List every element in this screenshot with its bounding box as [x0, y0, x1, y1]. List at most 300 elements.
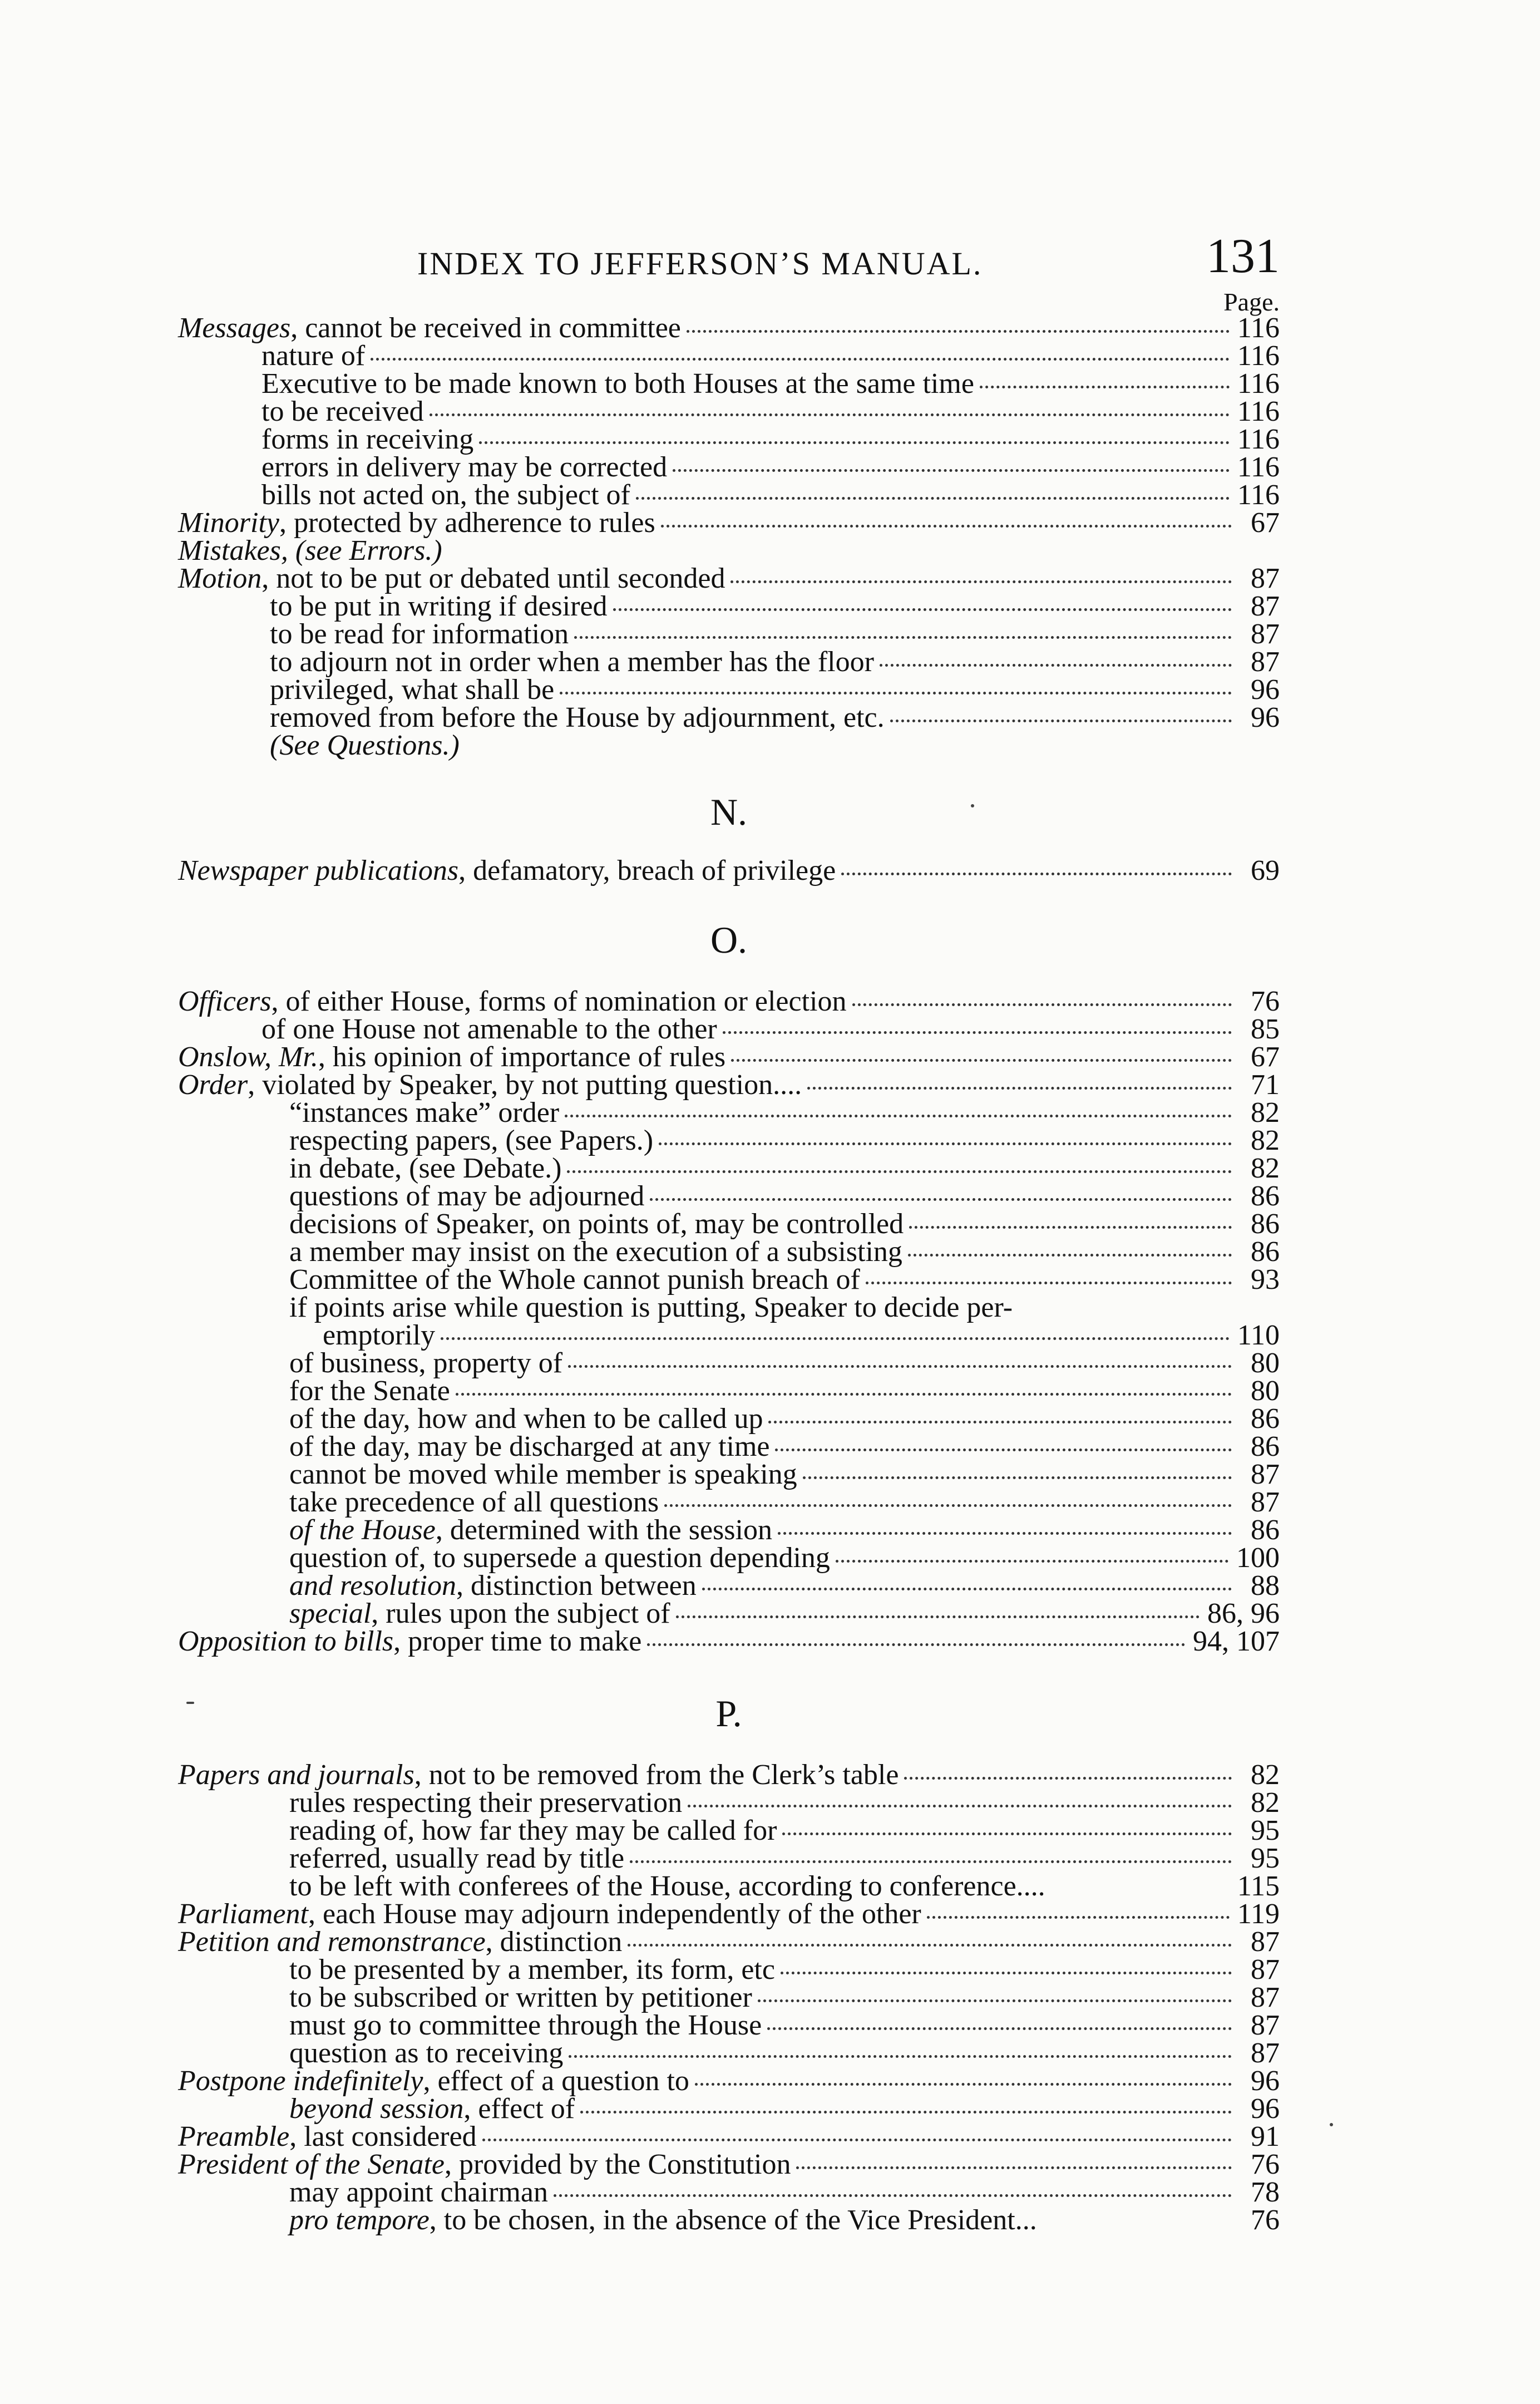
entry-description: in debate, (see Debate.) [289, 1152, 562, 1184]
entry-term: (See Questions.) [270, 730, 460, 761]
dot-leader [1018, 1309, 1232, 1312]
entry-description: , of either House, forms of nomination or election [271, 986, 847, 1017]
index-entry [178, 1043, 1280, 1071]
index-entry [178, 857, 1280, 885]
entry-page-number: 116 [1237, 423, 1280, 455]
entry-page-number: 86 [1251, 1514, 1280, 1546]
index-section-p [178, 1761, 1280, 2234]
entry-page-number: 71 [1251, 1069, 1280, 1101]
entry-page-number: 116 [1237, 451, 1280, 483]
entry-text [178, 314, 681, 342]
section-letter-o: O. [710, 919, 748, 961]
entry-description: referred, usually read by title [289, 1843, 625, 1874]
section-letter-p: P. [715, 1692, 742, 1735]
entry-term: Parliament [178, 1898, 308, 1930]
page-number: 131 [1206, 229, 1280, 283]
entry-text [289, 1956, 775, 1984]
entry-page-number: 94, 107 [1193, 1625, 1280, 1657]
entry-text [289, 2095, 575, 2123]
entry-description: , distinction [485, 1926, 623, 1958]
index-entry [178, 1294, 1280, 1322]
index-entry [178, 2095, 1280, 2123]
index-entry [178, 1572, 1280, 1600]
entry-description: , determined with the session [435, 1514, 772, 1546]
entry-description: , rules upon the subject of [371, 1598, 670, 1629]
entry-term: pro tempore [289, 2204, 430, 2236]
entry-page-number: 95 [1251, 1815, 1280, 1846]
index-entry [178, 1433, 1280, 1461]
entry-term: Newspaper publications [178, 855, 459, 886]
entry-page-number: 96 [1251, 674, 1280, 706]
entry-description: , not to be removed from the Clerk’s table [414, 1759, 899, 1791]
dot-leader [636, 497, 1230, 500]
entry-term: of the House [289, 1514, 436, 1546]
entry-description: question of, to supersede a question depending [289, 1542, 830, 1574]
entry-page-number: 87 [1251, 563, 1280, 594]
entry-description: for the Senate [289, 1375, 450, 1407]
entry-page-number: 96 [1251, 2093, 1280, 2125]
dot-leader [775, 1449, 1232, 1451]
entry-page-number: 96 [1251, 2065, 1280, 2097]
index-entry [178, 342, 1280, 370]
entry-text [178, 565, 725, 593]
index-entry [178, 2037, 1280, 2069]
entry-text [270, 704, 885, 732]
entry-description: to be subscribed or written by petitioner [289, 1982, 752, 2013]
print-speck [1330, 2123, 1333, 2126]
dot-leader [687, 330, 1230, 333]
index-entry [178, 1210, 1280, 1238]
entry-page-number: 76 [1251, 986, 1280, 1017]
index-entry [178, 1817, 1280, 1845]
index-entry [178, 481, 1280, 509]
dot-leader [676, 1615, 1200, 1618]
dot-leader [630, 1860, 1232, 1863]
dot-leader [807, 1087, 1232, 1090]
index-entry [178, 1984, 1280, 2012]
dot-leader [702, 1588, 1232, 1590]
entry-description: , proper time to make [393, 1625, 642, 1657]
dot-leader [661, 525, 1232, 528]
index-section-o [178, 988, 1280, 1656]
entry-page-number: 86 [1251, 1236, 1280, 1268]
entry-page-number: 82 [1251, 1787, 1280, 1819]
dot-leader [567, 1170, 1232, 1173]
index-entry [178, 2206, 1280, 2234]
index-entry [178, 1180, 1280, 1212]
dot-leader [659, 1142, 1232, 1145]
dot-leader [371, 358, 1230, 361]
entry-text [178, 857, 836, 885]
entry-text [178, 2123, 477, 2151]
index-entry [178, 2009, 1280, 2041]
dot-leader [554, 2194, 1232, 2197]
entry-description: privileged, what shall be [270, 674, 555, 706]
dot-leader [569, 2055, 1232, 2058]
dot-leader [890, 720, 1232, 722]
dot-leader [456, 1393, 1232, 1396]
entry-text [178, 1625, 642, 1657]
entry-page-number: 85 [1251, 1013, 1280, 1045]
entry-description: forms in receiving [261, 423, 474, 455]
index-entry [178, 704, 1280, 732]
section-letter-n: N. [710, 791, 748, 833]
entry-description: , effect of a question to [423, 2065, 689, 2097]
entry-description: if points arise while question is putting, Speaker to decide per- [289, 1292, 1013, 1323]
dot-leader [909, 1226, 1232, 1229]
entry-page-number: 87 [1251, 1486, 1280, 1518]
index-entry [178, 1761, 1280, 1789]
entry-description: to be received [261, 396, 424, 427]
index-entry [178, 398, 1280, 426]
entry-description: to be put in writing if desired [270, 590, 608, 622]
entry-page-number: 88 [1251, 1570, 1280, 1602]
entry-description: , distinction between [456, 1570, 697, 1602]
index-section-n [178, 857, 1280, 885]
entry-description: to be read for information [270, 618, 569, 650]
entry-page-number: 87 [1251, 646, 1280, 678]
entry-text [178, 1071, 802, 1099]
entry-page-number: 116 [1237, 340, 1280, 372]
index-entry [178, 565, 1280, 593]
index-entry [178, 2123, 1280, 2151]
dot-leader [836, 1560, 1228, 1563]
dot-leader [568, 1365, 1232, 1368]
entry-text [270, 590, 608, 622]
index-entry [178, 1152, 1280, 1184]
index-section-m [178, 314, 1280, 760]
dot-leader [574, 636, 1232, 639]
dot-leader [448, 553, 1232, 555]
dot-leader [565, 1115, 1232, 1117]
entry-page-number: 67 [1251, 1041, 1280, 1073]
entry-text [289, 1266, 860, 1294]
dot-leader [723, 1031, 1232, 1034]
entry-text [289, 1516, 772, 1544]
entry-text [289, 1127, 653, 1155]
entry-page-number: 82 [1251, 1759, 1280, 1791]
entry-page-number: 115 [1237, 1870, 1280, 1902]
entry-text [289, 2206, 1037, 2234]
entry-page-number: 116 [1237, 368, 1280, 400]
entry-text [289, 1294, 1013, 1322]
entry-description: to adjourn not in order when a member has the floor [270, 646, 874, 678]
entry-description: , his opinion of importance of rules [318, 1041, 726, 1073]
entry-term: Messages [178, 312, 291, 344]
index-entry [178, 314, 1280, 342]
entry-text [289, 1461, 797, 1489]
entry-text [178, 988, 847, 1016]
index-entry [178, 1845, 1280, 1873]
entry-text [261, 398, 424, 426]
index-entry [178, 1013, 1280, 1045]
index-entry [178, 1956, 1280, 1984]
print-speck [186, 1702, 194, 1704]
entry-text [289, 1572, 697, 1600]
index-entry [178, 620, 1280, 648]
index-entry [178, 1461, 1280, 1489]
entry-text [289, 1152, 562, 1184]
index-entry [178, 1377, 1280, 1405]
dot-leader [430, 413, 1230, 416]
entry-description: , effect of [463, 2093, 575, 2125]
index-entry [178, 1071, 1280, 1099]
entry-text [178, 2151, 791, 2179]
entry-text [270, 732, 460, 760]
entry-page-number: 82 [1251, 1152, 1280, 1184]
entry-description: , cannot be received in committee [290, 312, 681, 344]
entry-text [323, 1319, 436, 1351]
index-entry [178, 648, 1280, 676]
entry-text [289, 1984, 752, 2012]
index-entry [178, 988, 1280, 1016]
entry-page-number: 87 [1251, 1982, 1280, 2013]
dot-leader [647, 1643, 1185, 1646]
page-column-label: Page. [1223, 288, 1280, 316]
entry-page-number: 87 [1251, 2037, 1280, 2069]
dot-leader [650, 1198, 1232, 1201]
entry-description: nature of [261, 340, 366, 372]
entry-description: Committee of the Whole cannot punish breach of [289, 1264, 860, 1295]
entry-page-number: 100 [1236, 1542, 1280, 1574]
dot-leader [927, 1916, 1230, 1919]
entry-description: , provided by the Constitution [444, 2149, 791, 2180]
dot-leader [866, 1282, 1232, 1284]
entry-term: Minority [178, 507, 279, 539]
entry-page-number: 76 [1251, 2149, 1280, 2180]
entry-description: , to be chosen, in the absence of the Vice President... [429, 2204, 1037, 2236]
entry-description: removed from before the House by adjournment, etc. [270, 702, 885, 733]
entry-text [270, 620, 569, 648]
index-entry [178, 537, 1280, 565]
entry-text [289, 1238, 902, 1266]
entry-description: , each House may adjourn independently of the other [308, 1898, 921, 1930]
dot-leader [730, 580, 1232, 583]
entry-page-number: 91 [1251, 2121, 1280, 2152]
entry-page-number: 82 [1251, 1097, 1280, 1129]
dot-leader [758, 1999, 1232, 2002]
entry-text [270, 676, 554, 704]
entry-description: , protected by adherence to rules [279, 507, 655, 539]
entry-term: Officers [178, 986, 272, 1017]
entry-page-number: 87 [1251, 590, 1280, 622]
entry-text [261, 481, 630, 509]
entry-text [289, 1377, 450, 1405]
index-entry [178, 1405, 1280, 1433]
index-entry [178, 423, 1280, 455]
index-entry [178, 1266, 1280, 1294]
dot-leader [482, 2139, 1232, 2141]
index-entry [178, 2067, 1280, 2095]
index-entry [178, 1127, 1280, 1155]
entry-text [261, 342, 365, 370]
running-head [178, 228, 1280, 316]
entry-page-number: 86 [1251, 1180, 1280, 1212]
entry-description: decisions of Speaker, on points of, may be controlled [289, 1208, 904, 1240]
entry-text [261, 370, 974, 398]
entry-term: Onslow, Mr. [178, 1041, 318, 1073]
dot-leader [841, 873, 1232, 875]
index-entry [178, 1600, 1280, 1628]
entry-description: of one House not amenable to the other [261, 1013, 717, 1045]
entry-description: , last considered [289, 2121, 477, 2152]
dot-leader [904, 1777, 1232, 1780]
entry-text [289, 2176, 548, 2208]
entry-term: Preamble [178, 2121, 290, 2152]
entry-page-number: 87 [1251, 618, 1280, 650]
entry-page-number: 80 [1251, 1375, 1280, 1407]
dot-leader [803, 1476, 1232, 1479]
dot-leader [908, 1254, 1232, 1257]
entry-text [261, 451, 668, 483]
index-entry [178, 451, 1280, 483]
entry-description: take precedence of all questions [289, 1486, 659, 1518]
entry-term: Motion [178, 563, 262, 594]
entry-term: President of the Senate [178, 2149, 445, 2180]
entry-page-number: 87 [1251, 2009, 1280, 2041]
entry-description: errors in delivery may be corrected [261, 451, 668, 483]
index-entry [178, 2176, 1280, 2208]
entry-description: cannot be moved while member is speaking [289, 1459, 797, 1490]
entry-page-number: 96 [1251, 702, 1280, 733]
entry-text [289, 1099, 559, 1127]
entry-term: Papers and journals [178, 1759, 414, 1791]
dot-leader [731, 1059, 1232, 1062]
entry-description: respecting papers, (see Papers.) [289, 1125, 654, 1156]
index-entry [178, 732, 1280, 760]
print-speck [971, 804, 974, 807]
dot-leader [628, 1944, 1232, 1947]
index-entry [178, 509, 1280, 537]
entry-term: and resolution [289, 1570, 456, 1602]
dot-leader [880, 664, 1232, 667]
index-entry [178, 1099, 1280, 1127]
entry-page-number: 76 [1251, 2204, 1280, 2236]
entry-text [289, 2009, 762, 2041]
entry-text [178, 1928, 622, 1956]
entry-page-number: 87 [1251, 1926, 1280, 1958]
dot-leader [767, 2027, 1232, 2030]
dot-leader [613, 608, 1232, 611]
index-entry [178, 1870, 1280, 1902]
entry-description: of the day, may be discharged at any time [289, 1431, 770, 1462]
entry-page-number: 78 [1251, 2176, 1280, 2208]
entry-text [289, 2037, 564, 2069]
entry-page-number: 69 [1251, 855, 1280, 886]
entry-description: rules respecting their preservation [289, 1787, 683, 1819]
index-entry [178, 1319, 1280, 1351]
entry-text [289, 1349, 562, 1377]
index-entry [178, 2151, 1280, 2179]
entry-text [270, 648, 874, 676]
entry-text [178, 509, 655, 537]
entry-page-number: 87 [1251, 1459, 1280, 1490]
dot-leader [580, 2111, 1232, 2114]
entry-page-number: 93 [1251, 1264, 1280, 1295]
index-entry [178, 676, 1280, 704]
dot-leader [782, 1832, 1232, 1835]
entry-page-number: 110 [1237, 1319, 1280, 1351]
dot-leader [664, 1504, 1232, 1507]
dot-leader [441, 1337, 1230, 1340]
entry-text [289, 1180, 645, 1212]
entry-text [178, 1761, 899, 1789]
entry-description: to be presented by a member, its form, etc [289, 1954, 775, 1986]
entry-page-number: 116 [1237, 312, 1280, 344]
running-title: INDEX TO JEFFERSON’S MANUAL. [417, 245, 983, 282]
index-entry [178, 1544, 1280, 1572]
entry-text [289, 1433, 769, 1461]
entry-text [289, 1870, 1045, 1902]
entry-page-number: 67 [1251, 507, 1280, 539]
entry-text [178, 537, 442, 565]
entry-page-number: 86 [1251, 1431, 1280, 1462]
index-entry [178, 1486, 1280, 1518]
dot-leader [781, 1972, 1232, 1974]
entry-term: Mistakes, (see Errors.) [178, 535, 442, 566]
entry-text [289, 1544, 830, 1572]
entry-text [289, 1845, 624, 1873]
entry-description: , not to be put or debated until seconded [261, 563, 725, 594]
entry-page-number: 116 [1237, 396, 1280, 427]
dot-leader [1043, 2222, 1232, 2225]
entry-description: Executive to be made known to both Houses at the same time [261, 368, 974, 400]
entry-text [178, 1043, 725, 1071]
entry-description: must go to committee through the House [289, 2009, 762, 2041]
entry-text [289, 1600, 670, 1628]
entry-text [289, 1817, 777, 1845]
entry-text [178, 1900, 921, 1928]
entry-description: of business, property of [289, 1347, 563, 1379]
entry-text [178, 2067, 689, 2095]
entry-text [289, 1486, 659, 1518]
dot-leader [852, 1003, 1232, 1006]
entry-text [261, 423, 474, 455]
entry-page-number: 116 [1237, 479, 1280, 511]
index-entry [178, 1625, 1280, 1657]
index-entry [178, 590, 1280, 622]
entry-page-number: 119 [1237, 1898, 1280, 1930]
dot-leader [479, 441, 1230, 444]
entry-term: Order [178, 1069, 248, 1101]
entry-description: , defamatory, breach of privilege [458, 855, 836, 886]
entry-term: Opposition to bills [178, 1625, 394, 1657]
entry-term: Petition and remonstrance [178, 1926, 486, 1958]
dot-leader [778, 1532, 1232, 1535]
index-entry [178, 1349, 1280, 1377]
entry-text [289, 1210, 904, 1238]
entry-description: to be left with conferees of the House, according to conference.... [289, 1870, 1045, 1902]
dot-leader [1051, 1888, 1230, 1891]
entry-page-number: 82 [1251, 1125, 1280, 1156]
entry-page-number: 95 [1251, 1843, 1280, 1874]
index-entry [178, 1789, 1280, 1817]
entry-description: emptorily [323, 1319, 436, 1351]
entry-term: special [289, 1598, 372, 1629]
index-entry [178, 1928, 1280, 1956]
entry-description: questions of may be adjourned [289, 1180, 645, 1212]
entry-description: “instances make” order [289, 1097, 560, 1129]
index-entry [178, 370, 1280, 398]
entry-text [289, 1405, 763, 1433]
entry-page-number: 86 [1251, 1403, 1280, 1435]
entry-page-number: 80 [1251, 1347, 1280, 1379]
dot-leader [673, 469, 1230, 472]
entry-page-number: 86 [1251, 1208, 1280, 1240]
index-entry [178, 1238, 1280, 1266]
index-entry [178, 1900, 1280, 1928]
dot-leader [980, 386, 1230, 388]
